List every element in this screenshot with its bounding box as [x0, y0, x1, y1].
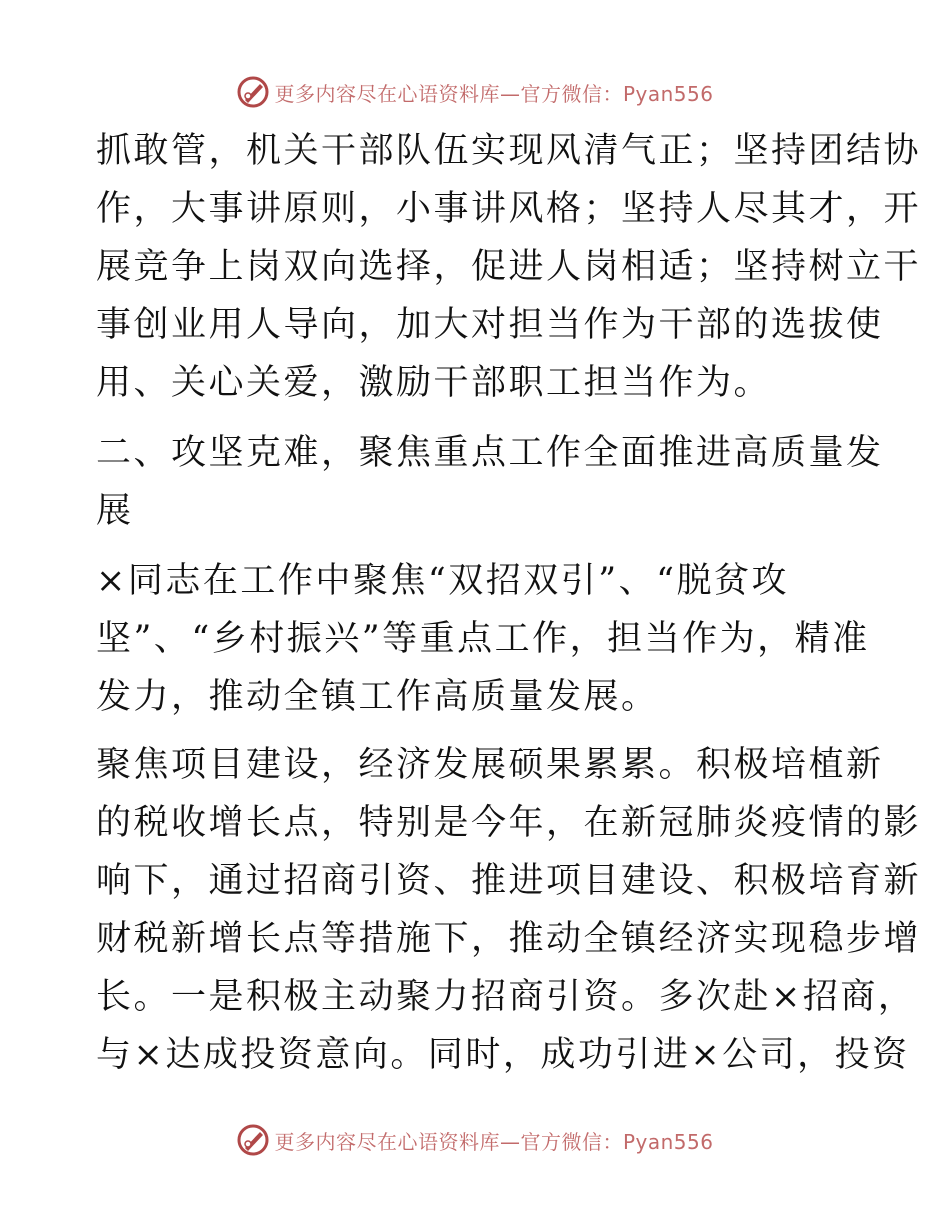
header-banner [0, 72, 950, 112]
text-line: 展竞争上岗双向选择，促进人岗相适；坚持树立干 [96, 247, 922, 287]
text-line: 发力，推动全镇工作高质量发展。 [96, 677, 659, 717]
text-line: 响下，通过招商引资、推进项目建设、积极培育新 [96, 861, 922, 901]
text-line: 长。一是积极主动聚力招商引资。多次赴×招商， [96, 977, 916, 1017]
heading-line: 展 [96, 491, 134, 531]
brand-logo-icon [236, 1123, 270, 1157]
footer-banner [0, 1120, 950, 1160]
text-line: 事创业用人导向，加大对担当作为干部的选拔使 [96, 305, 884, 345]
text-line: 用、关心关爱，激励干部职工担当作为。 [96, 363, 772, 403]
text-line: 作，大事讲原则，小事讲风格；坚持人尽其才，开 [96, 189, 922, 229]
text-line: 财税新增长点等措施下，推动全镇经济实现稳步增 [96, 919, 922, 959]
section-heading [96, 424, 884, 540]
footer-banner-text: 更多内容尽在心语资料库—官方微信：Pyan556 [274, 1129, 714, 1154]
paragraph-1 [96, 122, 922, 412]
paragraph-2 [96, 552, 870, 726]
heading-line: 二、攻坚克难，聚焦重点工作全面推进高质量发 [96, 433, 884, 473]
text-line: 聚焦项目建设，经济发展硕果累累。积极培植新 [96, 745, 884, 785]
text-line: 坚”、“乡村振兴”等重点工作，担当作为，精准 [96, 619, 870, 659]
brand-logo-icon [236, 75, 270, 109]
text-line: 与×达成投资意向。同时，成功引进×公司，投资 [96, 1035, 910, 1075]
text-line: 的税收增长点，特别是今年，在新冠肺炎疫情的影 [96, 803, 922, 843]
text-line: ×同志在工作中聚焦“双招双引”、“脱贫攻 [96, 561, 790, 601]
header-banner-text: 更多内容尽在心语资料库—官方微信：Pyan556 [274, 81, 714, 106]
document-body [96, 122, 922, 1084]
text-line: 抓敢管，机关干部队伍实现风清气正；坚持团结协 [96, 131, 922, 171]
paragraph-3 [96, 736, 922, 1084]
